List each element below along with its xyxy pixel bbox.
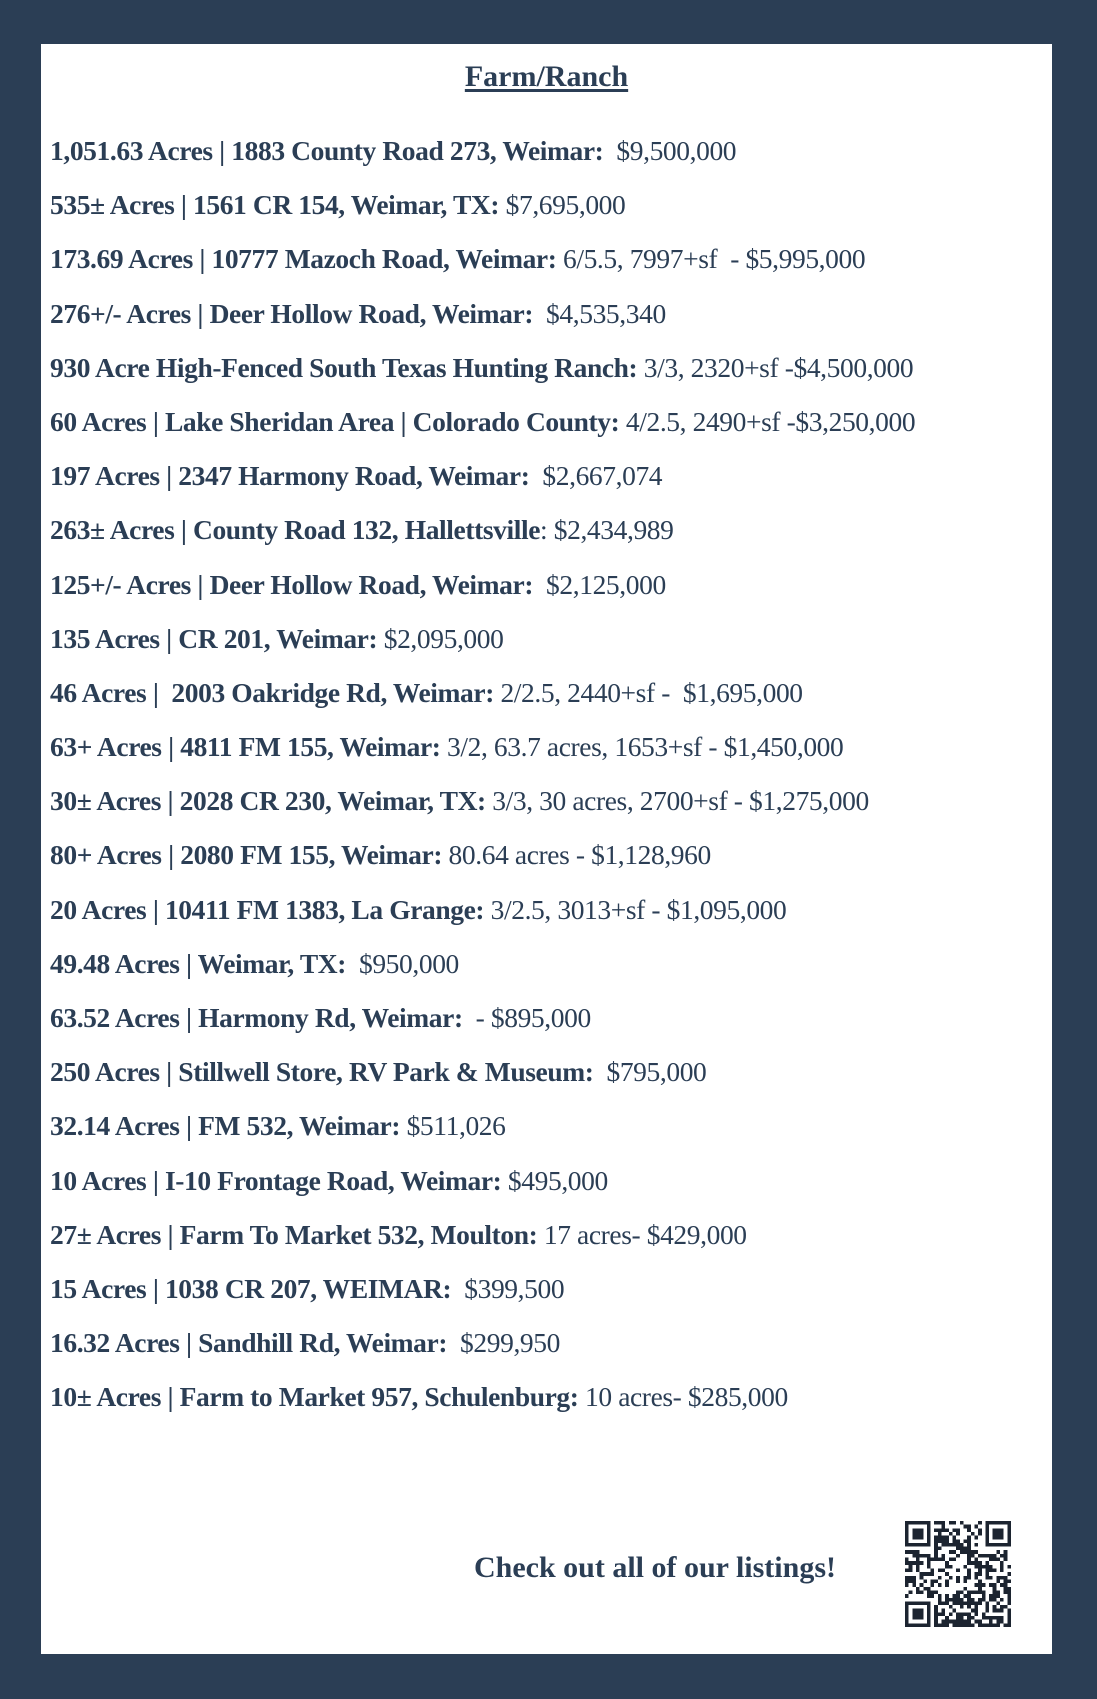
listing-label: 10± Acres | Farm to Market 957, Schulenburg: <box>50 1381 579 1413</box>
listing-info: $7,695,000 <box>499 189 626 221</box>
listing-item <box>50 558 915 612</box>
listing-info: $2,667,074 <box>529 460 663 492</box>
listing-info: 3/3, 2320+sf -$4,500,000 <box>637 351 914 383</box>
listing-label: 49.48 Acres | Weimar, TX: <box>50 947 347 979</box>
listing-label: 250 Acres | Stillwell Store, RV Park & Museum: <box>50 1056 594 1088</box>
listing-label: 173.69 Acres | 10777 Mazoch Road, Weimar: <box>50 243 557 275</box>
listing-label: 930 Acre High-Fenced South Texas Hunting Ranch: <box>50 351 638 383</box>
listing-label: 125+/- Acres | Deer Hollow Road, Weimar: <box>50 568 534 600</box>
listing-item <box>50 449 915 503</box>
listing-label: 80+ Acres | 2080 FM 155, Weimar: <box>50 839 443 871</box>
listing-info: $2,125,000 <box>533 568 666 600</box>
listing-item <box>50 937 915 991</box>
listing-item <box>50 774 915 828</box>
listing-item <box>50 1208 915 1262</box>
listing-item <box>50 287 915 341</box>
listing-info: $4,535,340 <box>533 297 666 329</box>
listing-label: 63.52 Acres | Harmony Rd, Weimar: <box>50 1002 463 1033</box>
listing-info: - $895,000 <box>462 1002 591 1033</box>
listing-label: 1,051.63 Acres | 1883 County Road 273, Weimar: <box>50 135 604 166</box>
all-listings-cta[interactable]: Check out all of our listings! <box>474 1551 836 1584</box>
listing-label: 535± Acres | 1561 CR 154, Weimar, TX: <box>50 189 500 221</box>
listing-info: $950,000 <box>346 947 459 979</box>
qr-code-icon[interactable] <box>905 1521 1011 1627</box>
listing-item <box>50 991 915 1045</box>
listing-item <box>50 232 915 286</box>
listing-info: $2,095,000 <box>377 622 504 654</box>
listing-item <box>50 1099 915 1153</box>
listing-item <box>50 178 915 232</box>
listing-label: 60 Acres | Lake Sheridan Area | Colorado County: <box>50 405 620 437</box>
listing-info: 3/2, 63.7 acres, 1653+sf - $1,450,000 <box>440 731 844 763</box>
listing-info: $511,026 <box>400 1110 506 1142</box>
listing-item <box>50 883 915 937</box>
listing-card <box>41 44 1052 1654</box>
listing-item <box>50 828 915 882</box>
listing-item <box>50 1316 915 1370</box>
listing-label: 63+ Acres | 4811 FM 155, Weimar: <box>50 731 441 763</box>
listing-item <box>50 1370 915 1424</box>
listing-info: 3/2.5, 3013+sf - $1,095,000 <box>484 893 787 925</box>
listing-label: 10 Acres | I-10 Frontage Road, Weimar: <box>50 1164 502 1196</box>
listing-info: $9,500,000 <box>603 135 737 166</box>
listing-label: 30± Acres | 2028 CR 230, Weimar, TX: <box>50 785 486 817</box>
listing-item <box>50 1154 915 1208</box>
listing-item <box>50 1262 915 1316</box>
listing-info: 6/5.5, 7997+sf - $5,995,000 <box>556 243 866 275</box>
listing-label: 15 Acres | 1038 CR 207, WEIMAR: <box>50 1272 452 1304</box>
listing-info: 10 acres- $285,000 <box>578 1381 788 1413</box>
listing-label: 263± Acres | County Road 132, Hallettsville <box>50 514 541 546</box>
listing-info: $399,500 <box>451 1272 565 1304</box>
listing-item <box>50 666 915 720</box>
listing-info: 4/2.5, 2490+sf -$3,250,000 <box>619 405 916 437</box>
listing-item <box>50 720 915 774</box>
listing-label: 46 Acres | 2003 Oakridge Rd, Weimar: <box>50 676 494 708</box>
listing-label: 27± Acres | Farm To Market 532, Moulton: <box>50 1218 538 1250</box>
listing-info: $795,000 <box>593 1056 707 1088</box>
listing-item <box>50 341 915 395</box>
listing-info: 3/3, 30 acres, 2700+sf - $1,275,000 <box>485 785 869 817</box>
listing-item <box>50 1045 915 1099</box>
listing-item <box>50 503 915 557</box>
page-title: Farm/Ranch <box>464 60 629 93</box>
listing-info: : $2,434,989 <box>540 514 674 546</box>
listing-item <box>50 395 915 449</box>
listing-info: $299,950 <box>447 1327 560 1359</box>
listing-item <box>50 124 915 178</box>
listing-label: 20 Acres | 10411 FM 1383, La Grange: <box>50 893 485 925</box>
listing-info: 80.64 acres - $1,128,960 <box>442 839 711 871</box>
listing-label: 16.32 Acres | Sandhill Rd, Weimar: <box>50 1327 448 1359</box>
listing-label: 276+/- Acres | Deer Hollow Road, Weimar: <box>50 297 534 329</box>
listings-list <box>50 124 915 1425</box>
listing-info: $495,000 <box>501 1164 608 1196</box>
listing-item <box>50 612 915 666</box>
listing-label: 135 Acres | CR 201, Weimar: <box>50 622 378 654</box>
listing-label: 197 Acres | 2347 Harmony Road, Weimar: <box>50 460 530 492</box>
listing-info: 2/2.5, 2440+sf - $1,695,000 <box>493 676 803 708</box>
listing-info: 17 acres- $429,000 <box>537 1218 747 1250</box>
listing-label: 32.14 Acres | FM 532, Weimar: <box>50 1110 401 1142</box>
